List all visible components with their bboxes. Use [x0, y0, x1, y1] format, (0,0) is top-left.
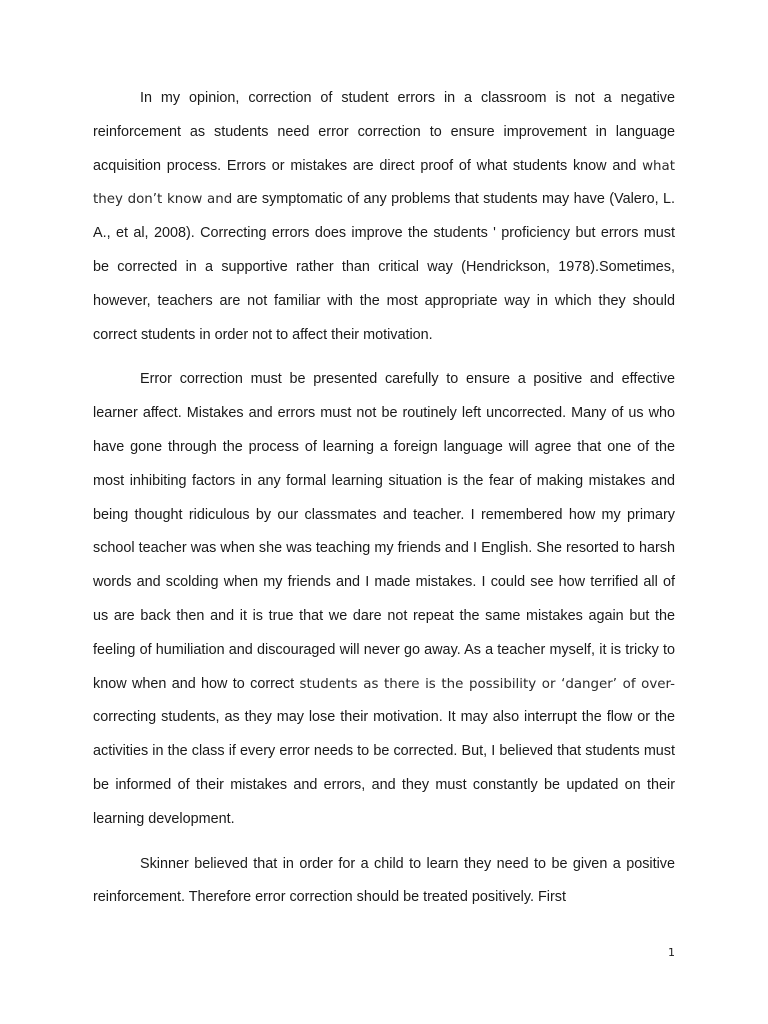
paragraph-2-text-b: students as there is the possibility or ‘danger’ of over-	[299, 676, 675, 692]
body-text	[93, 82, 675, 915]
paragraph-3	[93, 848, 675, 916]
paragraph-3-text-a: Skinner believed that in order for a child to learn they need to be given a positive reinforcement. Therefore error correction should be treated positively. First	[93, 855, 675, 906]
paragraph-2-text-c: correcting students, as they may lose their motivation. It may also interrupt the flow or the activities in the class if every error needs to be corrected. But, I believed that students must be informed of their mistakes and errors, and they must constantly be updated on their learning development.	[93, 709, 675, 827]
paragraph-2	[93, 363, 675, 836]
paragraph-2-text-a: Error correction must be presented carefully to ensure a positive and effective learner affect. Mistakes and errors must not be routinely left uncorrected. Many of us who have gone through the process of learning a foreign language will agree that one of the most inhibiting factors in any formal learning situation is the fear of making mistakes and being thought ridiculous by our classmates and teacher. I remembered how my primary school teacher was when she was teaching my friends and I English. She resorted to harsh words and scolding when my friends and I made mistakes. I could see how terrified all of us are back then and it is true that we dare not repeat the same mistakes again but the feeling of humiliation and discouraged will never go away. As a teacher myself, it is tricky to know when and how to correct	[93, 371, 675, 692]
paragraph-1-text-a: In my opinion, correction of student errors in a classroom is not a negative reinforcement as students need error correction to ensure improvement in language acquisition process. Errors or mistakes are direct proof of what students know and	[93, 90, 675, 174]
paragraph-1-text-c: are symptomatic of any problems that students may have (Valero, L. A., et al, 2008). Correcting errors does improve the students ' proficiency but errors must be corrected in a supportive rather than critical way (Hendrickson, 1978).Sometimes, however, teachers are not familiar with the most appropriate way in which they should correct students in order not to affect their motivation.	[93, 191, 675, 343]
page-number: 1	[668, 946, 675, 959]
paragraph-1	[93, 82, 675, 352]
paragraph-1-text-b: what they don’t know and	[93, 158, 675, 208]
